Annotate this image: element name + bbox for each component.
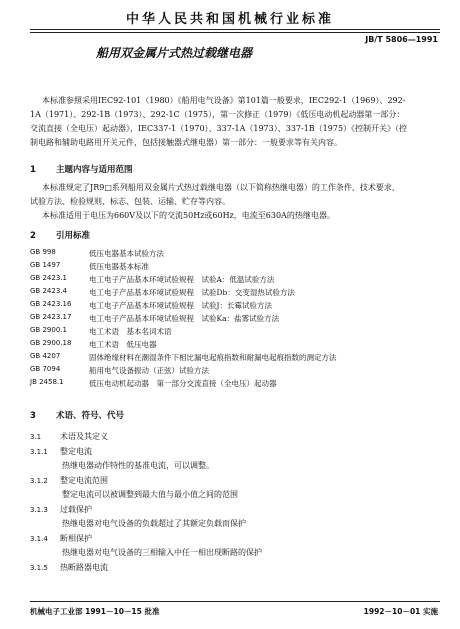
reference-item: GB 2900.1 电工术语 基本名词术语 [30, 326, 172, 336]
term-heading: 3.1.1 整定电流 [30, 447, 92, 456]
term-definition: 热继电器对电气设备的三相输入中任一相出现断路的保护 [62, 548, 262, 557]
standard-number: JB/T 5806—1991 [365, 35, 438, 44]
section-2-heading: 2 引用标准 [30, 231, 91, 241]
reference-item: GB 2423.16 电工电子产品基本环境试验规程 试验J：长霉试验方法 [30, 300, 273, 310]
term-heading: 3.1.4 断相保护 [30, 534, 92, 543]
term-heading: 3.1.2 整定电流范围 [30, 476, 108, 485]
reference-item: GB 998 低压电器基本试验方法 [30, 248, 164, 258]
reference-item: JB 2458.1 低压电动机起动器 第一部分交流直接（全电压）起动器 [30, 378, 277, 388]
reference-item: GB 7094 船用电气设备振动（正弦）试验方法 [30, 365, 209, 375]
section-1-heading: 1 主题内容与适用范围 [30, 165, 133, 175]
term-heading: 3.1.3 过载保护 [30, 505, 92, 514]
reference-item: GB 4207 固体绝缘材料在潮湿条件下相比漏电起痕指数和耐漏电起痕指数的测定方法 [30, 352, 337, 362]
foreword-line: 1A（1971）、292-1B（1973）、292-1C（1975），第一次修正（1979）《低压电动机起动器第一部分： [30, 110, 405, 119]
terms-intro: 3.1 术语及其定义 [30, 432, 108, 441]
foreword-line: 制电路和辅助电路用开关元件，包括接触器式继电器）第一部分：一般要求等有关内容。 [30, 138, 342, 147]
footer-rule [30, 601, 440, 602]
reference-item: GB 2423.17 电工电子产品基本环境试验规程 试验Ka：盐雾试验方法 [30, 313, 280, 323]
reference-item: GB 2423.1 电工电子产品基本环境试验规程 试验A：低温试验方法 [30, 274, 275, 284]
section-1-body [30, 181, 440, 223]
header-rule-thin [30, 32, 440, 33]
reference-item: GB 2423.4 电工电子产品基本环境试验规程 试验Db：交变湿热试验方法 [30, 287, 295, 297]
term-definition: 热继电器对电气设备的负载超过了其额定负载而保护 [62, 519, 246, 528]
document-title: 船用双金属片式热过载继电器 [96, 46, 253, 60]
approval-date: 机械电子工业部 1991－10－15 批准 [30, 607, 160, 616]
body-line: 本标准适用于电压为660V及以下的交流50Hz或60Hz，电流至630A的热继电器。 [42, 211, 335, 220]
reference-item: GB 1497 低压电器基本标准 [30, 261, 149, 271]
body-line: 试验方法、检验规则、标志、包装、运输、贮存等内容。 [30, 197, 230, 206]
standard-category-title: 中华人民共和国机械行业标准 [125, 12, 334, 27]
term-heading: 3.1.5 热断路器电流 [30, 563, 108, 572]
foreword-line: 本标准参照采用IEC92-101（1980）《船用电气设备》第101篇一般要求，IEC292-1（1969）、292- [42, 96, 406, 105]
body-line: 本标准规定了JR9□系列船用双金属片式热过载继电器（以下简称热继电器）的工作条件、技术要求、 [42, 183, 400, 192]
foreword-line: 交流直接（全电压）起动器》，IEC337-1（1970）、337-1A（1973）、337-1B（1975）《控制开关》（控 [30, 124, 408, 133]
header-rule [30, 29, 440, 30]
implementation-date: 1992－10－01 实施 [363, 607, 438, 616]
section-3-heading: 3 术语、符号、代号 [30, 411, 125, 421]
reference-item: GB 2900.18 电工术语 低压电器 [30, 339, 157, 349]
term-definition: 热继电器动作特性的基准电流，可以调整。 [62, 461, 214, 470]
term-definition: 整定电流可以被调整到最大值与最小值之间的范围 [62, 490, 238, 499]
foreword-paragraph [30, 94, 440, 150]
